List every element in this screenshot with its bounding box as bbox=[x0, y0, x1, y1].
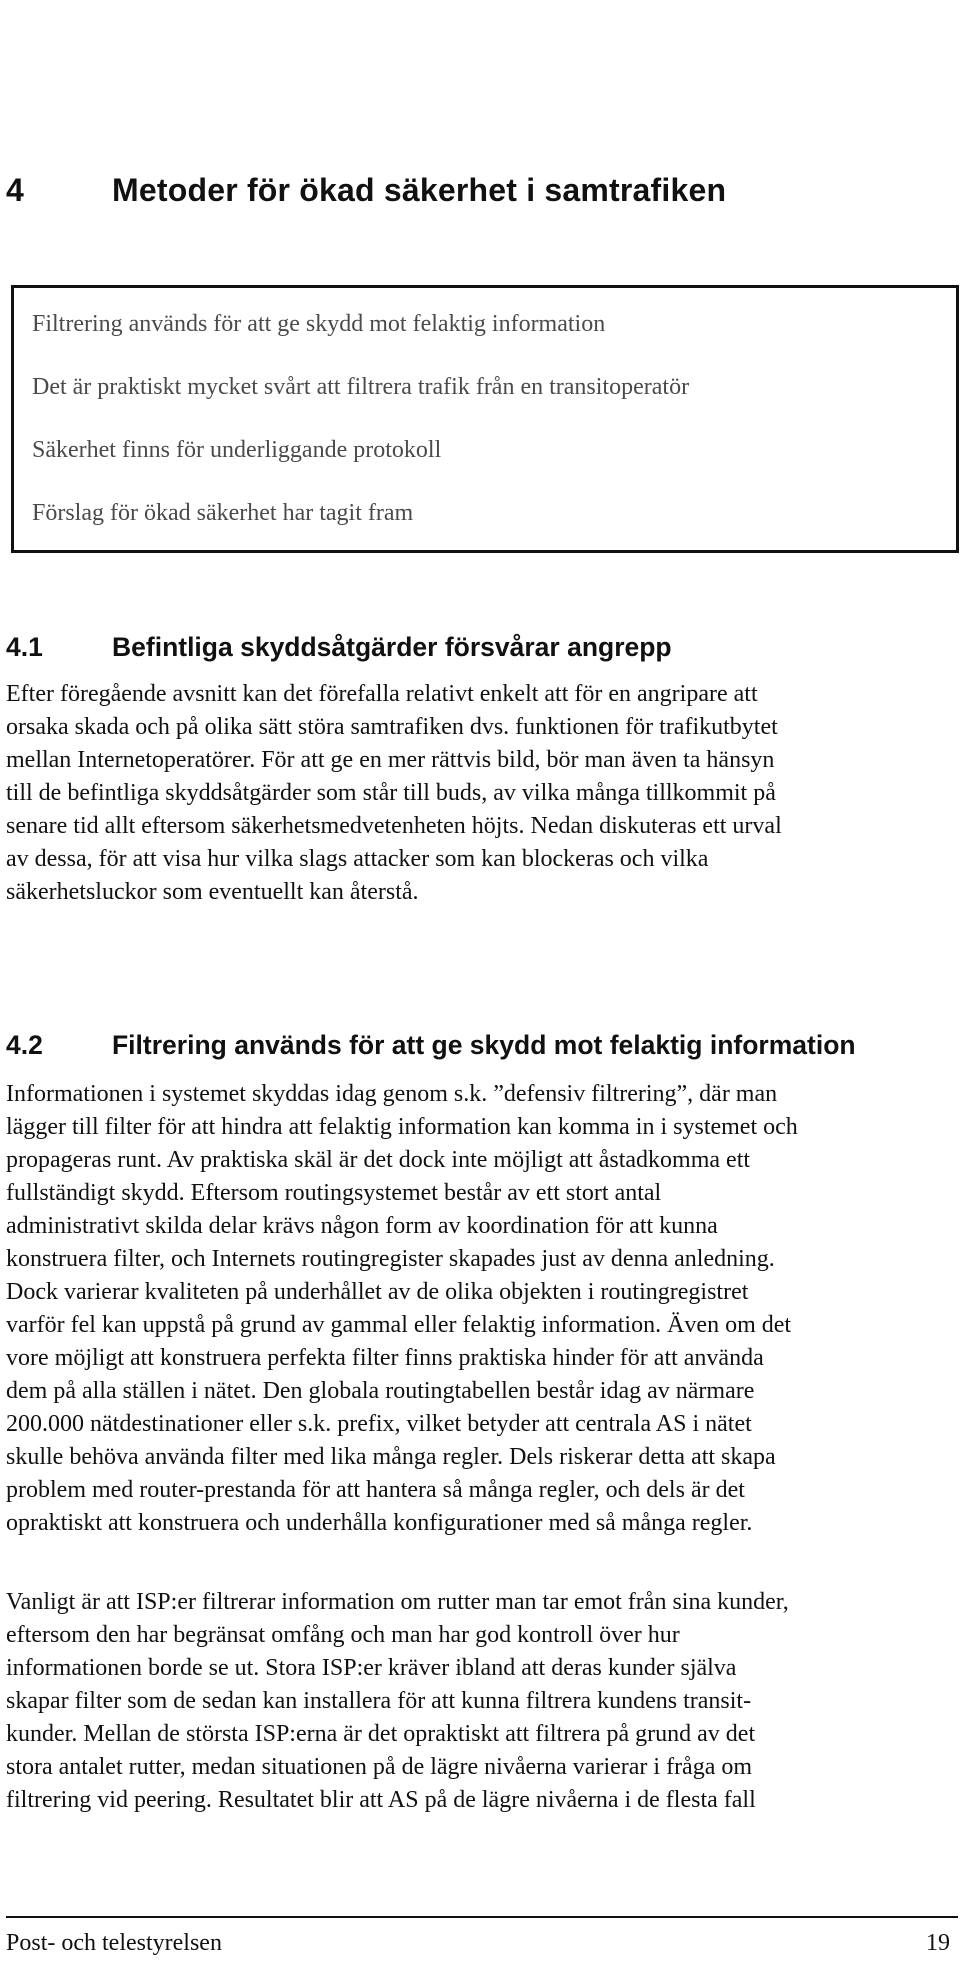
text-line: senare tid allt eftersom säkerhetsmedvetenheten höjts. Nedan diskuteras ett urval bbox=[6, 813, 782, 839]
text-line: varför fel kan uppstå på grund av gammal eller felaktig information. Även om det bbox=[6, 1312, 792, 1338]
summary-line: Säkerhet finns för underliggande protokoll bbox=[32, 437, 442, 463]
section-heading-4-2 bbox=[6, 1030, 856, 1061]
text-line: konstruera filter, och Internets routingregister skapades just av denna anledning. bbox=[6, 1246, 775, 1272]
section-title: Befintliga skyddsåtgärder försvårar angrepp bbox=[112, 632, 672, 662]
text-line: kunder. Mellan de största ISP:erna är det opraktiskt att filtrera på grund av det bbox=[6, 1721, 756, 1747]
text-line: Informationen i systemet skyddas idag genom s.k. ”defensiv filtrering”, där man bbox=[6, 1081, 778, 1107]
text-line: 200.000 nätdestinationer eller s.k. prefix, vilket betyder att centrala AS i nätet bbox=[6, 1411, 752, 1437]
text-line: Vanligt är att ISP:er filtrerar information om rutter man tar emot från sina kunder, bbox=[6, 1589, 789, 1615]
section-title: Filtrering används för att ge skydd mot felaktig information bbox=[112, 1030, 856, 1060]
text-line: informationen borde se ut. Stora ISP:er kräver ibland att deras kunder själva bbox=[6, 1655, 737, 1681]
text-line: vore möjligt att konstruera perfekta filter finns praktiska hinder för att använda bbox=[6, 1345, 764, 1371]
chapter-heading bbox=[6, 172, 726, 209]
chapter-title: Metoder för ökad säkerhet i samtrafiken bbox=[112, 172, 727, 208]
text-line: problem med router-prestanda för att hantera så många regler, och dels är det bbox=[6, 1477, 745, 1503]
section-number: 4.2 bbox=[6, 1030, 43, 1060]
text-line: Dock varierar kvaliteten på underhållet av de olika objekten i routingregistret bbox=[6, 1279, 749, 1305]
text-line: administrativt skilda delar krävs någon form av koordination för att kunna bbox=[6, 1213, 718, 1239]
text-line: Efter föregående avsnitt kan det förefalla relativt enkelt att för en angripare att bbox=[6, 681, 758, 707]
text-line: dem på alla ställen i nätet. Den globala routingtabellen består idag av närmare bbox=[6, 1378, 755, 1404]
text-line: stora antalet rutter, medan situationen på de lägre nivåerna varierar i fråga om bbox=[6, 1754, 753, 1780]
section-4-2-paragraph-2 bbox=[6, 1586, 958, 1817]
footer-publisher: Post- och telestyrelsen bbox=[6, 1930, 222, 1956]
section-number: 4.1 bbox=[6, 632, 43, 662]
footer-divider bbox=[6, 1916, 958, 1918]
text-line: orsaka skada och på olika sätt störa samtrafiken dvs. funktionen för trafikutbytet bbox=[6, 714, 778, 740]
text-line: opraktiskt att konstruera och underhålla konfigurationer med så många regler. bbox=[6, 1510, 753, 1536]
section-4-1-paragraph bbox=[6, 678, 958, 909]
text-line: propageras runt. Av praktiska skäl är det dock inte möjligt att åstadkomma ett bbox=[6, 1147, 751, 1173]
summary-box bbox=[11, 285, 959, 553]
text-line: skapar filter som de sedan kan installera för att kunna filtrera kundens transit- bbox=[6, 1688, 752, 1714]
section-heading-4-1 bbox=[6, 632, 672, 663]
summary-line: Förslag för ökad säkerhet har tagit fram bbox=[32, 500, 414, 526]
text-line: till de befintliga skyddsåtgärder som står till buds, av vilka många tillkommit på bbox=[6, 780, 776, 806]
text-line: fullständigt skydd. Eftersom routingsystemet består av ett stort antal bbox=[6, 1180, 662, 1206]
page-number: 19 bbox=[926, 1930, 950, 1956]
text-line: säkerhetsluckor som eventuellt kan återstå. bbox=[6, 879, 419, 905]
text-line: av dessa, för att visa hur vilka slags attacker som kan blockeras och vilka bbox=[6, 846, 709, 872]
section-4-2-paragraph-1 bbox=[6, 1078, 958, 1540]
text-line: lägger till filter för att hindra att felaktig information kan komma in i systemet och bbox=[6, 1114, 798, 1140]
text-line: eftersom den har begränsat omfång och man har god kontroll över hur bbox=[6, 1622, 680, 1648]
chapter-number: 4 bbox=[6, 172, 24, 208]
summary-line: Det är praktiskt mycket svårt att filtrera trafik från en transitoperatör bbox=[32, 374, 690, 400]
text-line: skulle behöva använda filter med lika många regler. Dels riskerar detta att skapa bbox=[6, 1444, 776, 1470]
text-line: mellan Internetoperatörer. För att ge en mer rättvis bild, bör man även ta hänsyn bbox=[6, 747, 775, 773]
text-line: filtrering vid peering. Resultatet blir att AS på de lägre nivåerna i de flesta fall bbox=[6, 1787, 756, 1813]
summary-line: Filtrering används för att ge skydd mot felaktig information bbox=[32, 311, 606, 337]
